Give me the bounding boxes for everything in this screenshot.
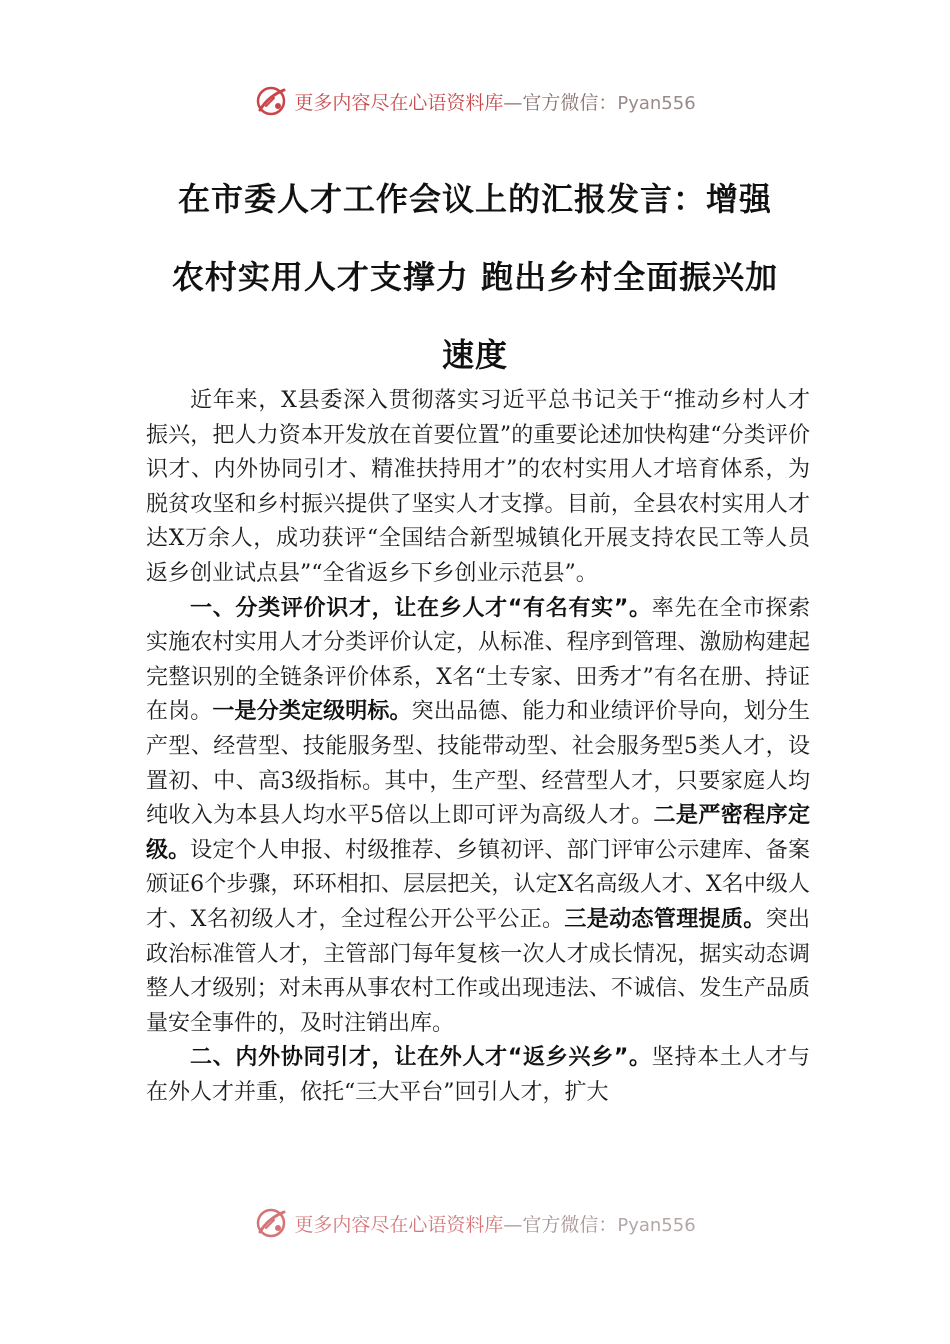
watermark-separator: — <box>503 1213 523 1236</box>
section-1-text-1: 率先在全市探索实施农村实用人才分类评价认定，从标准、程序到管理、激励构建起完整识别的全链条评价体系，X名“土专家、田秀才”有名在册、持证在岗。 <box>146 595 810 725</box>
subheading-1: 一是分类定级明标。 <box>212 699 412 725</box>
title-line-3: 速度 <box>441 336 508 374</box>
watermark-contact: 官方微信： <box>522 91 618 114</box>
section-heading-1: 一、分类评价识才，让在乡人才“有名有实”。 <box>190 595 652 621</box>
title-line-2: 农村实用人才支撑力 跑出乡村全面振兴加 <box>171 258 779 296</box>
paragraph-intro: 近年来，X县委深入贯彻落实习近平总书记关于“推动乡村人才振兴，把人力资本开发放在首要位置”的重要论述加快构建“分类评价识才、内外协同引才、精准扶持用才”的农村实用人才培育体系，为脱贫攻坚和乡村振兴提供了坚实人才支撑。目前，全县农村实用人才达X万余人，成功获评“全国结合新型城镇化开展支持农民工等人员返乡创业试点县”“全省返乡下乡创业示范县”。 <box>146 388 810 586</box>
watermark-separator: — <box>503 91 523 114</box>
watermark-header <box>0 84 950 118</box>
paragraph-section-1 <box>146 592 810 1042</box>
watermark-footer <box>0 1206 950 1240</box>
section-heading-2: 二、内外协同引才，让在外人才“返乡兴乡”。 <box>190 1045 652 1071</box>
section-1-text-4: 突出政治标准管人才，主管部门每年复核一次人才成长情况，据实动态调整人才级别；对未再从事农村工作或出现违法、不诚信、发生产品质量安全事件的，及时注销出库。 <box>146 906 810 1036</box>
watermark-main: 更多内容尽在心语资料库 <box>294 91 504 114</box>
document-body <box>146 384 810 1110</box>
watermark-text <box>294 1210 695 1237</box>
paragraph-section-2 <box>146 1041 810 1110</box>
subheading-3: 三是动态管理提质。 <box>564 906 766 932</box>
title-line-1: 在市委人才工作会议上的汇报发言：增强 <box>177 180 772 218</box>
document-title <box>150 160 800 394</box>
watermark-logo-icon <box>254 84 288 118</box>
section-2-text-1: 坚持本土人才与在外人才并重，依托“三大平台”回引人才，扩大 <box>146 1045 810 1105</box>
section-1-text-3: 设定个人申报、村级推荐、乡镇初评、部门评审公示建库、备案颁证6个步骤，环环相扣、层层把关，认定X名高级人才、X名中级人才、X名初级人才，全过程公开公平公正。 <box>146 837 810 932</box>
watermark-id: Pyan556 <box>617 1214 696 1236</box>
section-1-text-2: 突出品德、能力和业绩评价导向，划分生产型、经营型、技能服务型、技能带动型、社会服务型5类人才，设置初、中、高3级指标。其中，生产型、经营型人才，只要家庭人均纯收入为本县人均水平5倍以上即可评为高级人才。 <box>146 699 810 829</box>
watermark-text <box>294 88 695 115</box>
watermark-id: Pyan556 <box>617 92 696 114</box>
watermark-logo-icon <box>254 1206 288 1240</box>
watermark-main: 更多内容尽在心语资料库 <box>294 1213 504 1236</box>
subheading-2: 二是严密程序定级。 <box>146 803 810 863</box>
watermark-contact: 官方微信： <box>522 1213 618 1236</box>
